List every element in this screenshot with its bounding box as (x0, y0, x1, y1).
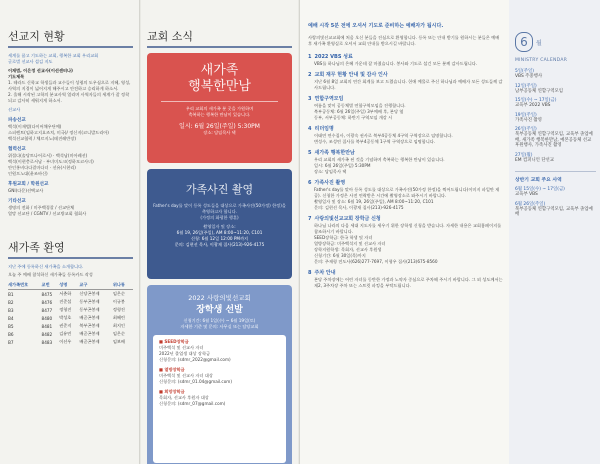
news-number: 2 (308, 72, 312, 78)
calendar-event: 북부공동체 연합구역모임, 교육부 졸업예배, 새가족 행복한만남, 예본공동체 선교 후원행사, 가족사진 촬영 (515, 132, 593, 148)
calendar-item (515, 152, 596, 164)
col-header: 성명 (59, 281, 79, 290)
worship-header: 예배 시작 5분 전에 오셔서 기도로 준비하는 예배자가 됩시다. (308, 23, 444, 29)
group2-title: 협력선교 (8, 147, 26, 152)
calendar-date: 6월 15일(수) ~ 17일(금) (515, 187, 565, 192)
calendar-date: 6월 26일(주일) (515, 201, 546, 207)
calendar-event: 가족사진 촬영 (515, 117, 542, 123)
scholarship-line: 신청문의: (sdmr_2022@gmail.com) (159, 357, 231, 362)
new-family-meeting-card (147, 53, 292, 163)
calendar-item (515, 97, 596, 109)
mission-title: 선교지 현황 (8, 28, 133, 48)
table-cell: 배곧곤봉제 (79, 339, 100, 344)
table-cell: 동부곤봉제 (79, 307, 100, 312)
table-cell: B7 (8, 339, 14, 345)
calendar-event: 북부공동체 연합구역모임, 교육부 졸업예배 (515, 206, 593, 217)
card-divider (161, 101, 278, 102)
scholarship-card (147, 285, 292, 464)
news-heading (308, 149, 503, 156)
table-cell: B2 (8, 299, 14, 305)
next-events-title: 상반기 교회 주요 사역 (515, 178, 562, 183)
table-cell: 신당곤봉제 (79, 291, 100, 296)
calendar-item (515, 126, 596, 149)
table-row (8, 290, 133, 299)
table-cell: B3 (8, 307, 14, 313)
card-line: 우리 교회의 새가족 분 곳을 가원하며 (185, 106, 254, 111)
welcome-intro: 사랑의빛선교교회에 처음 오신 분들을 진심으로 환영합니다. 등록 또는 안내 받기를 원하시는 분들은 예배 후 새가족 환영실로 오셔서 교회 안내를 받으시길 바랍니다. (308, 35, 500, 46)
news-body: 본당 주차장에는 어린 자녀를 동반한 가정과 노약자 중심으로 주차해 주시기 바랍니다. 그 외 성도께서는 제2, 3주차장 주차 또는 스트릿 파킹을 부탁드립니다. (314, 277, 503, 288)
group4-item: 생명의 전화 / 미주백경찰 / 선교단체 (8, 205, 75, 210)
month-unit: 월 (536, 39, 542, 47)
group1-item: 스피렌트(임하고지요즈치, 미국)/ 정신지(코니발드리아) (8, 130, 109, 135)
card-title: 2022 사랑의빛선교회 (188, 294, 251, 302)
card-subtitle: 장학생 선발 (196, 305, 243, 315)
news-heading (308, 179, 503, 186)
news-heading (308, 269, 503, 276)
table-cell: 8475 (41, 291, 53, 297)
table-cell: 진준섭 (59, 299, 72, 304)
new-family-title: 새가족 환영 (8, 239, 133, 259)
scholarship-line: ■ 열방장학금 (159, 367, 185, 372)
news-item (308, 53, 503, 67)
scholarship-line: ■ SEED장학금 (159, 339, 189, 344)
table-cell: 김유민 (59, 331, 72, 336)
group2-item: 백석(이현충로서남 · 부녀미도크(정하모코사녀) (8, 159, 94, 164)
scholarship-line: 신청문의: (sdmr_01.04@gmail.com) (159, 379, 233, 384)
mission-line: 2. 올해 시작된 고학의 분교사역 열리며 사역자들의 세계가 잘 정착되고 감사히 세워지게 하소서. (8, 92, 130, 103)
scholarship-line: 2022년 졸업생 대상 장학금 (159, 351, 211, 356)
group3-item: GNI(다문)선택교사 (8, 188, 44, 193)
table-row (8, 314, 133, 322)
table-cell: 임은순 (112, 291, 125, 296)
table-cell: 동부곤봉제 (79, 299, 100, 304)
news-item (308, 149, 503, 175)
group1-item: 백석(이재범(다이어채우단예) (8, 124, 62, 129)
news-number: 3 (308, 96, 312, 102)
calendar-item (515, 186, 596, 198)
card-title: 가족사진 촬영 (185, 183, 254, 196)
month-badge (515, 32, 596, 52)
news-title: 리더임명 (314, 126, 334, 132)
col-header: 교구 (79, 281, 113, 290)
news-number: 1 (308, 54, 312, 60)
calendar-item (515, 112, 596, 124)
news-heading (308, 125, 503, 132)
mission-intro-sub: 글로벌 선교사 섬김 지도 (8, 59, 53, 64)
calendar-item (515, 83, 596, 95)
mission-intro: 세계를 품고 기도하는 교회, 행복한 교회 우리교회 (8, 53, 99, 58)
news-list (308, 53, 503, 289)
col-header: 위나튜 (113, 281, 133, 290)
news-number: 6 (308, 180, 312, 186)
calendar-date: 26일(주일) (515, 127, 537, 132)
table-row (8, 298, 133, 306)
news-body: 이태연 연수집사, 이광숙 권사로 북부4공동체 4구역 구역장으로 임명합니다. 변성수, 조성연 집사를 북부4공동체 1구역 구역장으로 임명합니다. (314, 133, 453, 144)
group2-item: 안인홍비다다결마다녀 · 선유(시현리) (8, 165, 76, 170)
calendar-event: VBS 주중행사 (515, 74, 543, 79)
group1-title: 파송선교 (8, 118, 26, 123)
card-line: 일시: 6월 26일(주일) 5:30PM (179, 123, 260, 130)
table-cell: 권준지 (59, 323, 72, 328)
group2-item: 인원프노대(윤조바신) (8, 171, 48, 176)
news-title: 교회 재무 현황 안내 및 감사 인사 (314, 72, 388, 78)
table-cell: 박성호 (59, 315, 72, 320)
table-cell: 8476 (41, 299, 53, 305)
news-body: Father's day를 맞아 등록 성도를 대상으로 가족사진(50가정 한정)을 찍어드립니다(이미지 파일만 제공). 신청한 가정은 사전 연락받은 시간에 촬영장소로 와주시기 바랍니다. 촬영일자 및 장소: 6월 19, 26일(주일), AM 8:00~11:20, C101 문의: 김현선 목사, 이광재 집사(213)-926-4175 (314, 187, 500, 210)
new-family-intro: 지난 주에 등록하신 새가족을 소개합니다. (8, 264, 84, 269)
calendar-date: 15일(수) ~ 17일(금) (515, 98, 557, 103)
card-sub: 신청기간: 6월 1일(수) ~ 6월 19일(토) (183, 318, 256, 323)
news-item (308, 71, 503, 91)
table-cell: B6 (8, 331, 14, 337)
table-cell: 8480 (41, 315, 53, 321)
news-body: 지난 6월 8일 교회의 연간 회계를 보고 드렸습니다. 헌애 예물로 주신 하나님과 예배자 모든 성도들께 감사드립니다. (314, 79, 503, 90)
card-sub: 자세한 기준 및 문의: 사무실 또는 담당교회 (180, 324, 259, 329)
table-cell: 8482 (41, 331, 53, 337)
table-row (8, 330, 133, 338)
scholarship-line: 목회자, 선교사 후원자 대상 (159, 395, 209, 400)
group4-item: 열망 선교단 / CGNTV / 선교방교회 협회사 (8, 211, 87, 216)
card-line: 장소: 담임목사 댁 (203, 130, 236, 135)
news-body: VBS를 하나님의 은혜 가운데 잘 마쳤습니다. 봉사와 기도로 섬긴 모든 분께 감사드립니다. (314, 61, 478, 66)
news-list-column (299, 0, 509, 464)
calendar-item (515, 201, 596, 218)
news-title: 2022 VBS 성료 (314, 54, 353, 60)
table-cell: B5 (8, 323, 14, 329)
news-item (308, 95, 503, 121)
mission-line: 기도제목 (8, 74, 25, 79)
news-title: 새가족 행복한만남 (314, 150, 355, 156)
table-cell: 임보배 (112, 339, 125, 344)
table-cell: 이선우 (59, 339, 72, 344)
mission-column (0, 0, 140, 464)
month-number: 6 (515, 32, 533, 52)
news-heading (308, 53, 503, 60)
col-header: 교번 (42, 281, 60, 290)
calendar-event: EM 컴퍼니언 단선교 (515, 157, 555, 163)
calendar-date: 27일(월) (515, 152, 533, 158)
scholarship-line: ■ 희망장학금 (159, 389, 185, 394)
table-cell: 8477 (41, 307, 53, 313)
news-number: 8 (308, 270, 312, 276)
table-cell: 정형진 (59, 307, 72, 312)
news-title: 연합구역모임 (314, 96, 344, 102)
table-row (8, 306, 133, 314)
news-number: 7 (308, 216, 312, 222)
next-events-list (515, 186, 596, 218)
news-body: 여름을 맞이 공동체별 연합구역모임을 진행합니다. 북부공동체: 6월 26일(주일) 3부예배 후, 본당 옆 동부, 서부공동체: 하반기 구역모임 개강 시 (314, 103, 406, 120)
news-title: 가족사진 촬영 (314, 180, 346, 186)
calendar-date: 12일(주일) (515, 83, 537, 89)
news-item (308, 125, 503, 145)
calendar-list (515, 68, 596, 163)
scholarship-line: 신청문의: (sdmr_07@gmail.com) (159, 401, 226, 406)
news-title: 사랑의빛선교교회 장학금 신청 (314, 216, 381, 222)
table-cell: 8481 (41, 323, 53, 329)
news-item (308, 215, 503, 265)
table-cell: 이규봉 (112, 299, 125, 304)
calendar-event: 남부공동체 연합구역모임 (515, 88, 564, 94)
news-heading (308, 71, 503, 78)
news-body: 우리 교회의 새가족 된 것을 기념하며 축복하는 행복한 만남이 있습니다. 일시: 6월 26일(주일) 5:30PM 장소: 담임목사 댁 (314, 157, 445, 174)
table-cell: B4 (8, 315, 14, 321)
news-number: 5 (308, 150, 312, 156)
calendar-column (509, 0, 600, 464)
mission-line: 1. 테라드 신학교 학생들과 교수들이 성령의 도우심으로 지혜, 영성, 사역의 지경이 넓어지게 해주시고 안전하고 승리하게 하소서. (8, 80, 131, 91)
group3-title: 후원교회 / 학원선교 (8, 182, 49, 187)
scholarship-list (153, 335, 286, 463)
group2-item: 위절다(솔당트나어로서) · 백석남(미아레선) (8, 153, 88, 158)
table-cell: 북부곤봉제 (79, 323, 100, 328)
news-title: 주차 안내 (314, 270, 336, 276)
table-cell: 서춘하 (59, 291, 72, 296)
mission-line: 선교사 (8, 107, 21, 112)
calendar-event: 교육부 2022 VBS (515, 103, 551, 108)
card-title: 새가족 행복한만남 (188, 63, 251, 94)
calendar-title: MINISTRY CALENDAR (515, 58, 568, 63)
news-cards-column (141, 0, 298, 464)
group1-item: 백석선교협력 / 체르지노(테진레반장) (8, 136, 77, 141)
table-cell: 8483 (41, 339, 53, 345)
family-photo-card (147, 169, 292, 279)
news-item (308, 179, 503, 211)
calendar-divider (515, 171, 596, 172)
calendar-item (515, 68, 596, 80)
group4-title: 기타선교 (8, 199, 26, 204)
scholarship-line: 미주백석 및 선교사 자녀 대상 (159, 373, 213, 378)
news-heading (308, 215, 503, 222)
new-family-note: 오늘 주 예배 참석하신 새가족들 등록카드 작성 (8, 272, 93, 277)
card-line: (가정의 화평한 행훈) (200, 215, 239, 220)
table-header-row (8, 281, 133, 290)
calendar-event: 교육부 VBS (515, 192, 538, 197)
table-cell: 최혜린 (112, 315, 125, 320)
card-line: 촬영일자 및 장소: (203, 224, 236, 229)
scholarship-line: 미주백석 및 선교사 자녀 (159, 345, 204, 350)
table-cell: 배곧곤봉제 (79, 315, 100, 320)
news-body: 하나님 나라의 다음 세대 지도자를 세우기 위한 장학생 신청을 받습니다. 자세한 내용은 교회홈페이지를 참조하시기 바랍니다. SEED장학금: 한국 학생 및 자녀 열방장학금: 미주백석지 및 선교사 자녀 장학지원학생: 목회자, 선교사 후원생 신청기간: 6월 30일(목)까지 문의: 주재형 전도사(626)277-7697, 이형우 집사(213)675-8560 (314, 223, 502, 264)
calendar-date: 19일(주일) (515, 112, 537, 118)
new-family-rows (8, 290, 133, 347)
table-cell: 임은순 (112, 331, 125, 336)
mission-line: 이재범, 이은정 선교사(이선센터나) (8, 68, 73, 73)
col-header: 새가족번호 (8, 281, 42, 290)
table-cell: 최지인 (112, 323, 125, 328)
table-cell: 배곧곤봉제 (79, 331, 100, 336)
card-line: 6월 19, 26일(주일), AM 8:00~11:20, C101 (176, 230, 263, 235)
table-cell: 정형진 (112, 307, 125, 312)
table-row (8, 322, 133, 330)
table-row (8, 338, 133, 346)
new-family-table (8, 281, 133, 346)
calendar-date: 5일(주일) (515, 69, 534, 74)
news-heading (308, 95, 503, 102)
news-number: 4 (308, 126, 312, 132)
card-line: Father's day를 맞이 등록 성도들을 대상으로 가족사진(50가정) 한정)을 촉영하고자 합니다. (153, 203, 286, 214)
card-line: 문의: 김현선 목사, 이광재 집사(213)-926-4175 (174, 242, 265, 247)
card-line: 신청: 6월 12일 12:00 PM까지 (190, 236, 249, 241)
card-line: 축복하는 행복한 만남이 있습니다. (188, 112, 251, 117)
news-item (308, 269, 503, 289)
church-news-title: 교회 소식 (147, 28, 292, 48)
table-cell: B1 (8, 291, 14, 297)
